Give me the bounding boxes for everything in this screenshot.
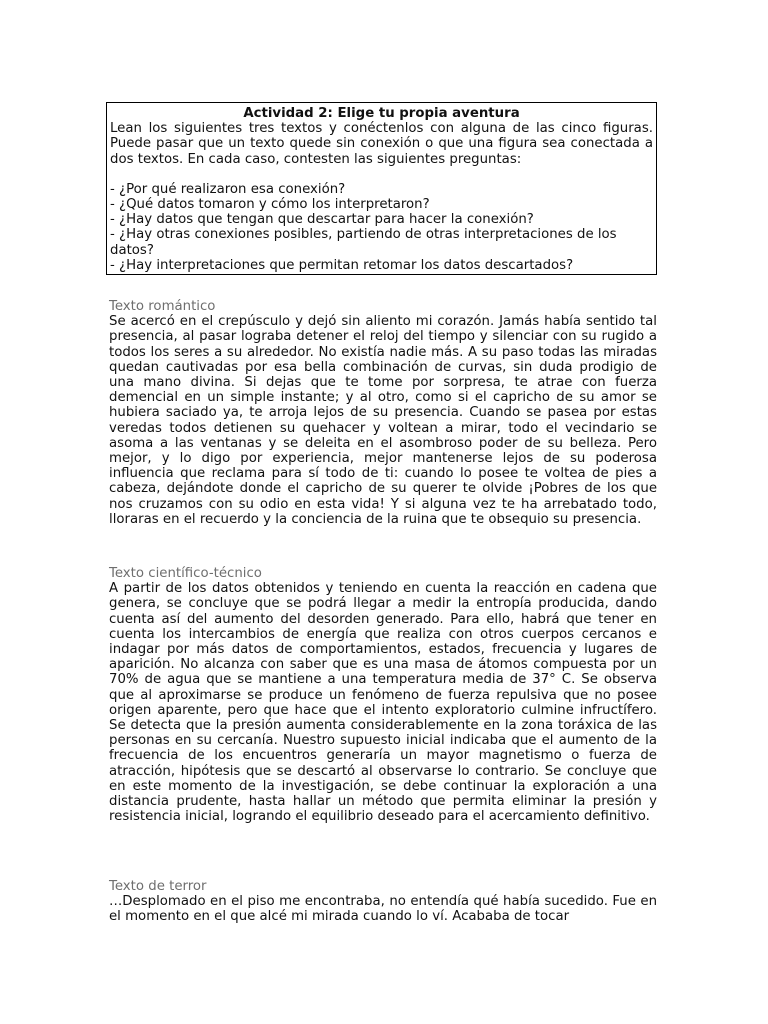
question-item: - ¿Hay interpretaciones que permitan retomar los datos descartados?	[110, 257, 574, 273]
section-title: Texto científico-técnico	[109, 566, 262, 581]
section-romantic	[109, 299, 657, 527]
question-item: - ¿Por qué realizaron esa conexión?	[110, 181, 346, 197]
question-item: - ¿Hay datos que tengan que descartar para hacer la conexión?	[110, 212, 534, 228]
section-body: …Desplomado en el piso me encontraba, no entendía qué había sucedido. Fue en el momento en el que alcé mi mirada cuando lo ví. Acababa de tocar	[109, 894, 657, 925]
activity-box	[106, 102, 657, 275]
section-title: Texto romántico	[109, 299, 216, 314]
section-title: Texto de terror	[109, 879, 207, 894]
activity-intro: Lean los siguientes tres textos y conéctenlos con alguna de las cinco figuras. Puede pasar que un texto quede sin conexión o que una figura sea conectada a dos textos. En cada caso, contesten las siguientes preguntas:	[110, 121, 653, 167]
section-scientific	[109, 566, 657, 824]
question-list	[110, 182, 653, 273]
section-horror	[109, 879, 657, 925]
activity-title: Actividad 2: Elige tu propia aventura	[243, 106, 520, 121]
question-item: - ¿Hay otras conexiones posibles, partiendo de otras interpretaciones de los datos?	[110, 227, 617, 258]
section-body: Se acercó en el crepúsculo y dejó sin aliento mi corazón. Jamás había sentido tal presencia, al pasar lograba detener el reloj del tiempo y silenciar con su rugido a todos los seres a su alrededor. No existía nadie más. A su paso todas las miradas quedan cautivadas por esa bella combinación de curvas, sin duda prodigio de una mano divina. Si dejas que te tome por sorpresa, te atrae con fuerza demencial en un simple instante; y al otro, como si el capricho de su amor se hubiera saciado ya, te arroja lejos de su presencia. Cuando se pasea por estas veredas todos detienen su quehacer y voltean a mirar, todo el vecindario se asoma a las ventanas y se deleita en el asombroso poder de su belleza. Pero mejor, y lo digo por experiencia, mejor mantenerse lejos de su poderosa influencia que reclama para sí todo de ti: cuando lo posee te voltea de pies a cabeza, dejándote donde el capricho de su querer te olvide ¡Pobres de los que nos cruzamos con su odio en esta vida! Y si alguna vez te ha arrebatado todo, lloraras en el recuerdo y la conciencia de la ruina que te obsequio su presencia.	[109, 314, 657, 527]
question-item: - ¿Qué datos tomaron y cómo los interpretaron?	[110, 197, 430, 213]
section-body: A partir de los datos obtenidos y teniendo en cuenta la reacción en cadena que genera, se concluye que se podrá llegar a medir la entropía producida, dando cuenta así del aumento del desorden generado. Para ello, habrá que tener en cuenta los intercambios de energía que realiza con otros cuerpos cercanos e indagar por más datos de comportamientos, estados, frecuencia y lugares de aparición. No alcanza con saber que es una masa de átomos compuesta por un 70% de agua que se mantiene a una temperatura media de 37° C. Se observa que al aproximarse se produce un fenómeno de fuerza repulsiva que no posee origen aparente, pero que hace que el intento exploratorio culmine infructífero. Se detecta que la presión aumenta considerablemente en la zona toráxica de las personas en su cercanía. Nuestro supuesto inicial indicaba que el aumento de la frecuencia de los encuentros generaría un mayor magnetismo o fuerza de atracción, hipótesis que se descartó al observarse lo contrario. Se concluye que en este momento de la investigación, se debe continuar la exploración a una distancia prudente, hasta hallar un método que permita eliminar la presión y resistencia inicial, logrando el equilibrio deseado para el acercamiento definitivo.	[109, 581, 657, 825]
